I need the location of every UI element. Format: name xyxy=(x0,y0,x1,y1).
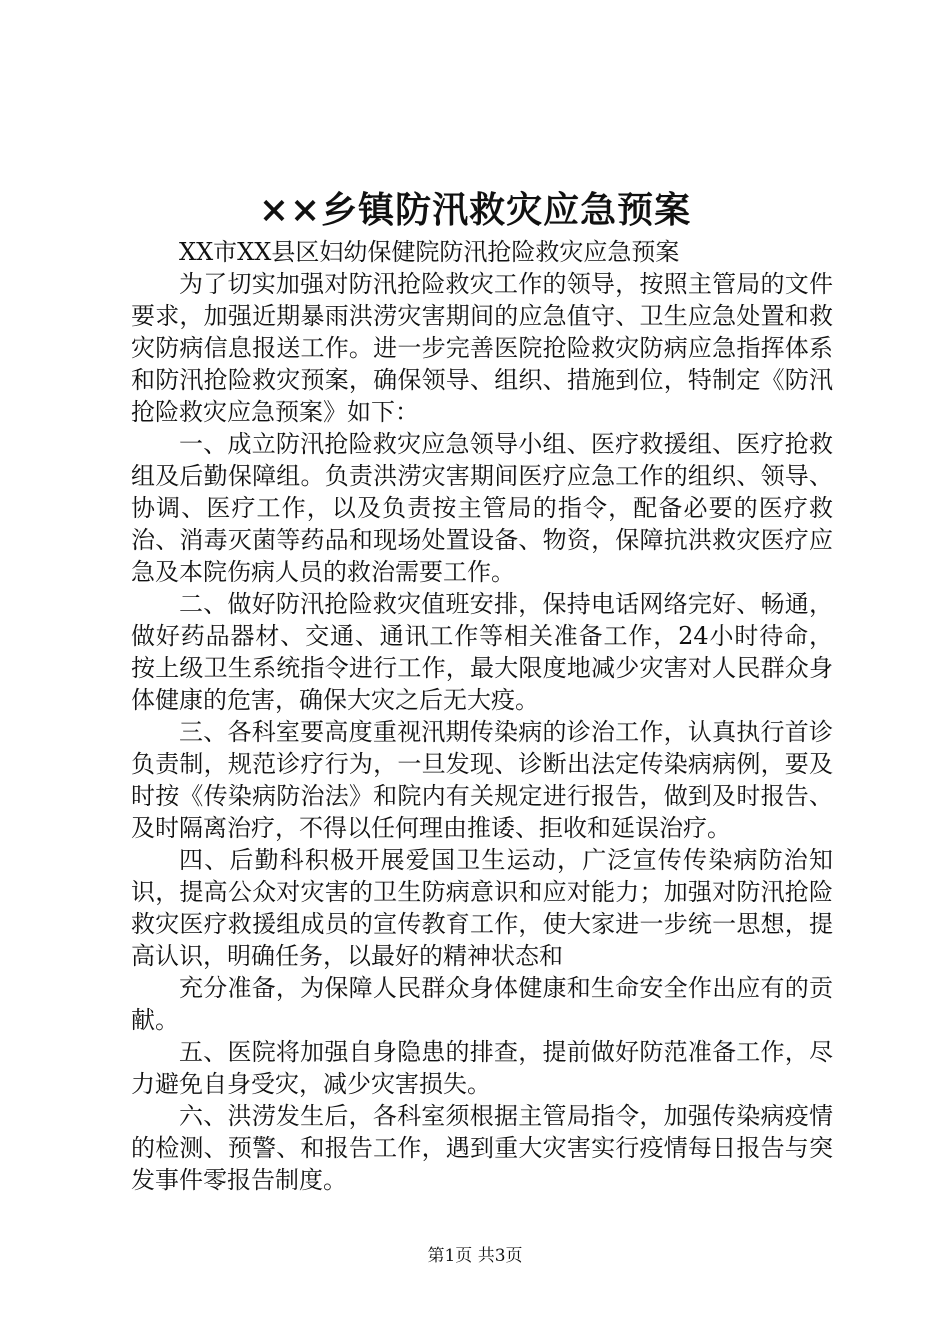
paragraph-section-6: 六、洪涝发生后，各科室须根据主管局指令，加强传染病疫情的检测、预警、和报告工作，遇到重大灾害实行疫情每日报告与突发事件零报告制度。 xyxy=(131,1102,833,1194)
page-number-footer: 第1页 共3页 xyxy=(427,1246,523,1266)
paragraph-section-2: 二、做好防汛抢险救灾值班安排，保持电话网络完好、畅通，做好药品器材、交通、通讯工作等相关准备工作，24小时待命，按上级卫生系统指令进行工作，最大限度地减少灾害对人民群众身体健康的危害，确保大灾之后无大疫。 xyxy=(131,590,833,714)
document-title: ××乡镇防汛救灾应急预案 xyxy=(258,189,692,231)
paragraph-section-3: 三、各科室要高度重视汛期传染病的诊治工作，认真执行首诊负责制，规范诊疗行为，一旦发现、诊断出法定传染病病例，要及时按《传染病防治法》和院内有关规定进行报告，做到及时报告、及时隔离治疗，不得以任何理由推诿、拒收和延误治疗。 xyxy=(131,718,833,842)
paragraph-section-5: 五、医院将加强自身隐患的排查，提前做好防范准备工作，尽力避免自身受灾，减少灾害损失。 xyxy=(131,1038,833,1098)
paragraph-section-1: 一、成立防汛抢险救灾应急领导小组、医疗救援组、医疗抢救组及后勤保障组。负责洪涝灾害期间医疗应急工作的组织、领导、协调、医疗工作，以及负责按主管局的指令，配备必要的医疗救治、消毒灭菌等药品和现场处置设备、物资，保障抗洪救灾医疗应急及本院伤病人员的救治需要工作。 xyxy=(131,430,833,586)
document-body xyxy=(131,236,833,1196)
paragraph-section-4: 四、后勤科积极开展爱国卫生运动，广泛宣传传染病防治知识，提高公众对灾害的卫生防病意识和应对能力；加强对防汛抢险救灾医疗救援组成员的宣传教育工作，使大家进一步统一思想，提高认识，明确任务，以最好的精神状态和 xyxy=(131,846,833,970)
paragraph-section-4-continued: 充分准备，为保障人民群众身体健康和生命安全作出应有的贡献。 xyxy=(131,974,833,1034)
paragraph-intro: 为了切实加强对防汛抢险救灾工作的领导，按照主管局的文件要求，加强近期暴雨洪涝灾害期间的应急值守、卫生应急处置和救灾防病信息报送工作。进一步完善医院抢险救灾防病应急指挥体系和防汛抢险救灾预案，确保领导、组织、措施到位，特制定《防汛抢险救灾应急预案》如下： xyxy=(131,270,833,426)
document-subtitle: XX市XX县区妇幼保健院防汛抢险救灾应急预案 xyxy=(179,238,680,266)
